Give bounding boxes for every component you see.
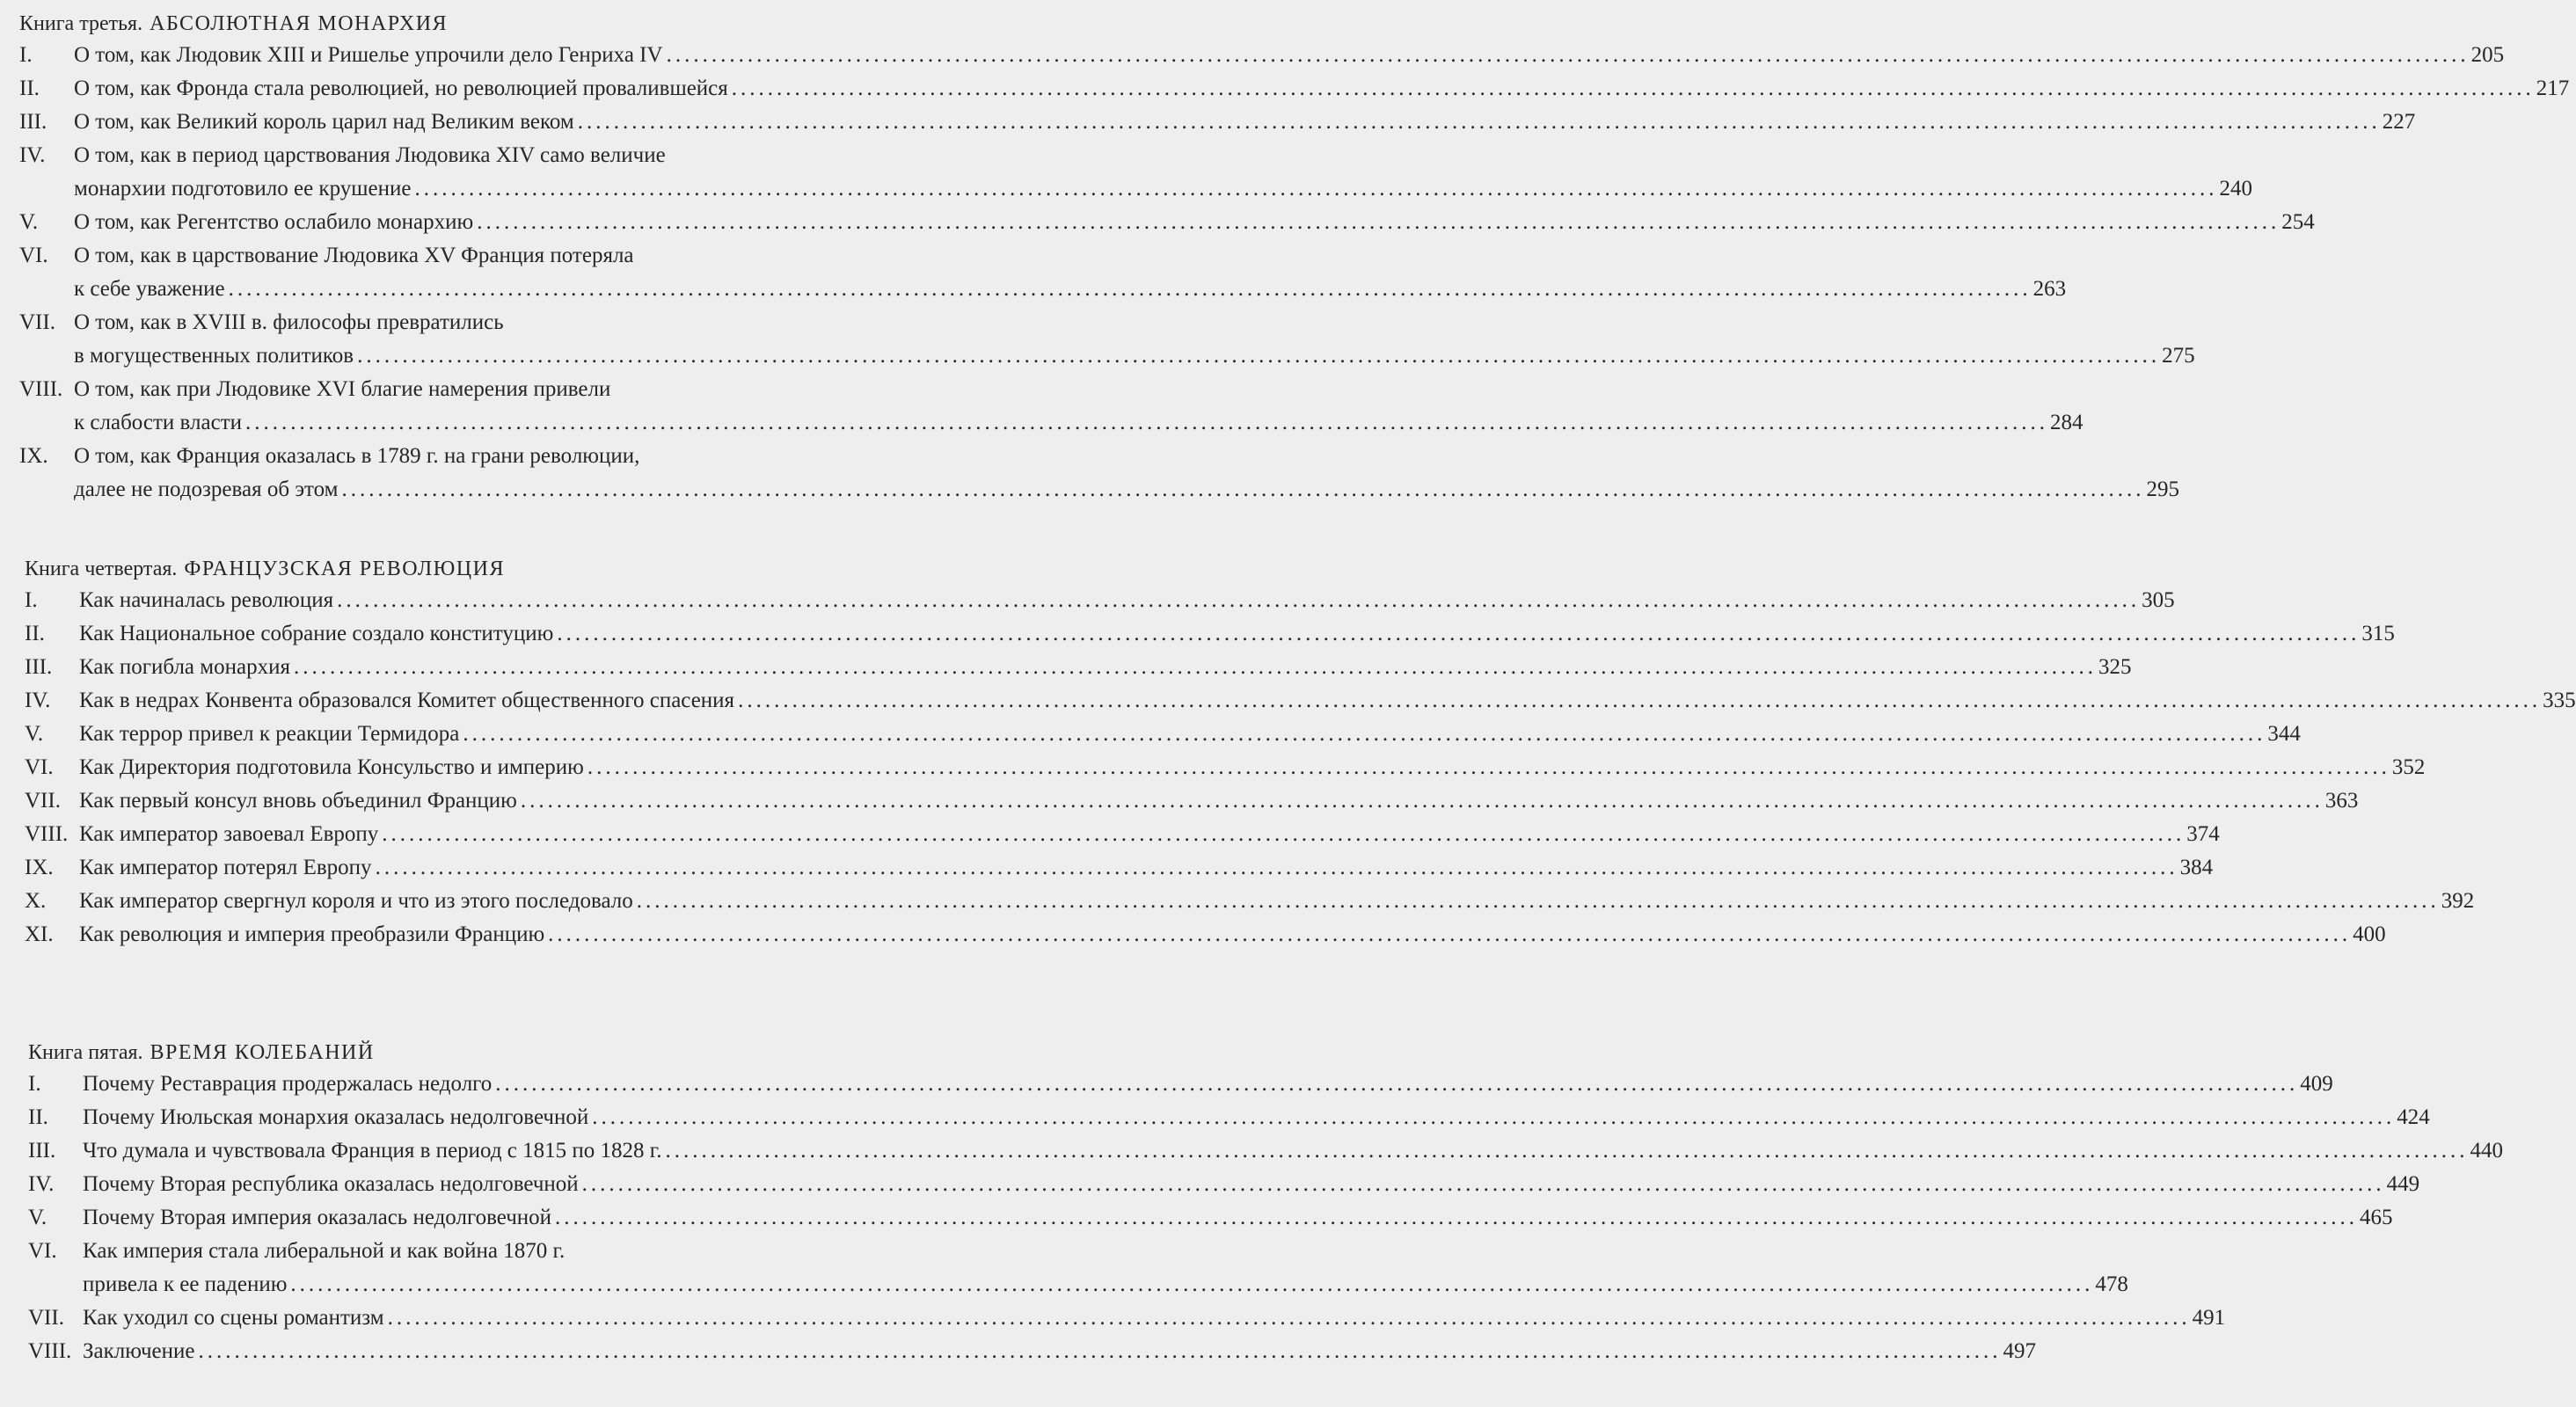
toc-entry [19,206,2315,239]
dot-leader: ........................................................................................................................................................................................................ [357,344,2161,368]
chapter-title-block [83,1335,2036,1368]
chapter-title-text: Заключение [83,1339,195,1363]
toc-entry [19,440,2179,507]
toc-entry [25,851,2214,885]
title-line [79,851,2213,885]
chapter-numeral: V. [28,1206,47,1229]
toc-section [25,554,2576,951]
title-line [74,72,2569,106]
chapter-title-text: О том, как Людовик XIII и Ришелье упрочили дело Генриха IV [74,43,663,67]
title-line [74,306,2195,339]
chapter-numeral: VII. [25,789,61,813]
book-name: Книга четвертая. [25,558,178,580]
chapter-numeral: III. [28,1139,56,1163]
chapter-title-text: О том, как Великий король царил над Великим веком [74,110,574,134]
chapter-numeral: VI. [28,1239,57,1263]
page-number: 374 [2186,822,2220,846]
chapter-title-text: Как империя стала либеральной и как война 1870 г. [83,1239,566,1263]
chapter-title-text: Как император завоевал Европу [79,822,379,846]
page-number: 352 [2391,755,2426,779]
chapter-title-text: Как император потерял Европу [79,856,372,879]
chapter-numeral: I. [25,588,38,612]
toc-entry [28,1168,2420,1201]
chapter-numeral: VIII. [25,822,69,846]
title-line [74,440,2179,473]
page-number: 305 [2142,588,2175,612]
chapter-numeral: I. [19,43,33,67]
toc-entry [25,885,2475,918]
entry-list [19,39,2570,507]
dot-leader: ........................................................................................................................................................................................................ [414,177,2218,200]
book-name: Книга третья. [19,12,143,35]
title-line [74,339,2195,373]
chapter-title-text: Как император свергнул короля и что из этого последовало [79,889,633,913]
chapter-title-block [79,784,2358,818]
chapter-numeral: III. [25,655,53,679]
chapter-title-text: О том, как Фронда стала революцией, но революцией провалившейся [74,77,728,100]
chapter-title-block [79,718,2301,751]
chapter-title-block [83,1235,2128,1301]
chapter-title-block [79,918,2386,951]
dot-leader: ........................................................................................................................................................................................................ [555,1206,2359,1229]
page-number: 392 [2441,889,2475,913]
page-number: 384 [2179,856,2214,879]
toc-entry [28,1335,2036,1368]
chapter-title-text: далее не подозревая об этом [74,478,339,501]
chapter-title-text: О том, как при Людовике XVI благие намерения привели [74,377,611,401]
title-line [79,818,2220,851]
dot-leader: ........................................................................................................................................................................................................ [245,411,2049,434]
chapter-title-block [83,1101,2430,1134]
dot-leader: ........................................................................................................................................................................................................ [636,889,2440,913]
chapter-title-block [83,1168,2419,1201]
dot-leader: ........................................................................................................................................................................................................ [731,77,2535,100]
chapter-title-block [83,1301,2225,1335]
chapter-title-text: Как Директория подготовила Консульство и империю [79,755,584,779]
title-line [83,1134,2503,1168]
chapter-title-block [74,39,2504,72]
title-line [83,1101,2430,1134]
title-line [74,373,2083,406]
toc-entry [19,373,2083,440]
page-number: 344 [2267,722,2301,746]
chapter-numeral: VIII. [19,377,63,401]
chapter-numeral: IX. [19,444,48,468]
page-number: 400 [2353,922,2386,946]
toc-entry [28,1301,2226,1335]
dot-leader: ........................................................................................................................................................................................................ [337,588,2141,612]
toc-entry [19,106,2416,139]
toc-entry [28,1201,2393,1235]
dot-leader: ........................................................................................................................................................................................................ [577,110,2381,134]
page-number: 497 [2003,1339,2036,1363]
chapter-numeral: X. [25,889,47,913]
dot-leader: ........................................................................................................................................................................................................ [587,755,2390,779]
chapter-title-text: Как Национальное собрание создало конституцию [79,622,554,645]
entry-list [28,1068,2503,1368]
title-line [83,1235,2128,1268]
title-line [74,406,2083,440]
chapter-numeral: III. [19,110,47,134]
toc-entry [25,784,2359,818]
entry-list [25,584,2576,951]
title-line [79,751,2425,784]
page-number: 315 [2361,622,2395,645]
chapter-title-block [74,206,2315,239]
page-number: 363 [2324,789,2359,813]
title-line [74,239,2066,273]
chapter-numeral: VII. [28,1306,64,1330]
chapter-numeral: VI. [25,755,54,779]
chapter-title-text: привела к ее падению [83,1272,288,1296]
chapter-title-text: Почему Июльская монархия оказалась недолговечной [83,1105,589,1129]
chapter-title-text: монархии подготовило ее крушение [74,177,412,200]
chapter-title-text: к слабости власти [74,411,243,434]
title-line [83,1301,2225,1335]
section-heading [25,554,939,584]
page-number: 465 [2360,1206,2393,1229]
title-line [74,106,2415,139]
toc-entry [25,818,2220,851]
toc-entry [25,651,2132,684]
chapter-title-text: Что думала и чувствовала Франция в период с 1815 по 1828 г. [83,1139,662,1163]
dot-leader: ........................................................................................................................................................................................................ [290,1272,2094,1296]
chapter-numeral: IV. [28,1172,55,1196]
toc-entry [25,584,2175,617]
chapter-title-block [83,1068,2333,1101]
toc-entry [28,1068,2333,1101]
chapter-numeral: IX. [25,856,54,879]
chapter-numeral: IV. [19,143,46,167]
chapter-title-block [79,818,2220,851]
dot-leader: ........................................................................................................................................................................................................ [228,277,2032,301]
title-line [83,1268,2128,1301]
toc-entry [28,1235,2128,1301]
title-line [79,684,2576,718]
chapter-title-block [79,584,2175,617]
chapter-title-block [74,106,2415,139]
toc-entry [19,72,2570,106]
title-line [79,718,2301,751]
page-number: 205 [2470,43,2505,67]
page-number: 217 [2536,77,2570,100]
dot-leader: ........................................................................................................................................................................................................ [520,789,2324,813]
chapter-title-text: О том, как Франция оказалась в 1789 г. на грани революции, [74,444,640,468]
title-line [79,651,2131,684]
chapter-title-text: О том, как в период царствования Людовика XIV само величие [74,143,666,167]
section-heading [19,9,934,39]
page-number: 325 [2098,655,2132,679]
chapter-title-block [83,1201,2393,1235]
chapter-title-text: к себе уважение [74,277,225,301]
dot-leader: ........................................................................................................................................................................................................ [477,210,2280,234]
page-number: 254 [2281,210,2315,234]
toc-entry [28,1134,2503,1168]
chapter-numeral: I. [28,1072,41,1096]
page-number: 295 [2146,478,2179,501]
title-line [74,273,2066,306]
toc-entry [19,306,2195,373]
chapter-numeral: V. [19,210,39,234]
dot-leader: ........................................................................................................................................................................................................ [592,1105,2396,1129]
page-number: 335 [2543,689,2576,712]
section-heading [28,1038,943,1068]
chapter-numeral: II. [19,77,40,100]
chapter-title-block [74,440,2179,507]
chapter-numeral: IV. [25,689,51,712]
page-number: 491 [2192,1306,2226,1330]
chapter-numeral: II. [28,1105,48,1129]
chapter-title-block [83,1134,2503,1168]
toc-section [28,1038,2503,1368]
chapter-numeral: VI. [19,244,48,267]
page-number: 227 [2382,110,2416,134]
page-number: 284 [2050,411,2083,434]
chapter-title-block [74,72,2569,106]
page-number: 440 [2470,1139,2503,1163]
title-line [83,1168,2419,1201]
toc-entry [19,139,2252,206]
chapter-title-block [79,651,2131,684]
title-line [79,918,2386,951]
chapter-title-text: О том, как в XVIII в. философы превратились [74,310,504,334]
title-line [79,885,2474,918]
dot-leader: ........................................................................................................................................................................................................ [557,622,2361,645]
dot-leader: ........................................................................................................................................................................................................ [293,655,2097,679]
toc-entry [25,718,2301,751]
dot-leader: ........................................................................................................................................................................................................ [387,1306,2191,1330]
dot-leader: ........................................................................................................................................................................................................ [581,1172,2385,1196]
title-line [74,139,2252,172]
chapter-numeral: XI. [25,922,54,946]
dot-leader: ........................................................................................................................................................................................................ [198,1339,2002,1363]
title-line [83,1201,2393,1235]
chapter-numeral: V. [25,722,44,746]
page-number: 424 [2397,1105,2430,1129]
chapter-title-text: Как революция и империя преобразили Францию [79,922,545,946]
chapter-title-block [74,139,2252,206]
chapter-title-text: в могущественных политиков [74,344,354,368]
title-line [74,172,2252,206]
chapter-title-block [74,306,2195,373]
toc-section [19,9,2570,507]
book-title: АБСОЛЮТНАЯ МОНАРХИЯ [150,12,449,35]
chapter-title-text: Как уходил со сцены романтизм [83,1306,384,1330]
chapter-title-block [79,751,2425,784]
page-number: 275 [2162,344,2195,368]
title-line [83,1068,2333,1101]
chapter-title-block [79,851,2213,885]
title-line [79,617,2395,651]
page-number: 409 [2300,1072,2333,1096]
title-line [74,473,2179,507]
title-line [79,584,2175,617]
dot-leader: ........................................................................................................................................................................................................ [495,1072,2299,1096]
chapter-numeral: VIII. [28,1339,72,1363]
toc-entry [25,918,2386,951]
toc-entry [19,239,2067,306]
dot-leader: ........................................................................................................................................................................................................ [382,822,2186,846]
title-line [79,784,2358,818]
page-number: 449 [2386,1172,2420,1196]
chapter-title-block [79,684,2576,718]
chapter-title-text: О том, как в царствование Людовика XV Франция потеряла [74,244,634,267]
dot-leader: ........................................................................................................................................................................................................ [375,856,2178,879]
title-line [83,1335,2036,1368]
chapter-title-text: Как начиналась революция [79,588,334,612]
chapter-title-text: Как в недрах Конвента образовался Комитет общественного спасения [79,689,735,712]
dot-leader: ........................................................................................................................................................................................................ [548,922,2352,946]
chapter-title-text: Как погибла монархия [79,655,290,679]
chapter-numeral: VII. [19,310,55,334]
chapter-title-text: Почему Вторая империя оказалась недолговечной [83,1206,552,1229]
toc-entry [25,751,2426,784]
page-number: 240 [2219,177,2252,200]
dot-leader: ........................................................................................................................................................................................................ [665,1139,2469,1163]
chapter-title-block [79,885,2474,918]
chapter-title-block [79,617,2395,651]
toc-entry [25,684,2576,718]
book-title: ВРЕМЯ КОЛЕБАНИЙ [150,1041,375,1064]
dot-leader: ........................................................................................................................................................................................................ [463,722,2266,746]
toc-entry [28,1101,2430,1134]
page-number: 478 [2095,1272,2128,1296]
chapter-numeral: II. [25,622,45,645]
chapter-title-block [74,373,2083,440]
title-line [74,206,2315,239]
book-title: ФРАНЦУЗСКАЯ РЕВОЛЮЦИЯ [184,558,505,580]
title-line [74,39,2504,72]
chapter-title-text: О том, как Регентство ослабило монархию [74,210,474,234]
chapter-title-block [74,239,2066,306]
book-name: Книга пятая. [28,1041,143,1064]
chapter-title-text: Почему Реставрация продержалась недолго [83,1072,493,1096]
page-number: 263 [2032,277,2067,301]
chapter-title-text: Как террор привел к реакции Термидора [79,722,460,746]
toc-entry [19,39,2505,72]
toc-entry [25,617,2395,651]
chapter-title-text: Почему Вторая республика оказалась недолговечной [83,1172,579,1196]
dot-leader: ........................................................................................................................................................................................................ [666,43,2470,67]
chapter-title-text: Как первый консул вновь объединил Францию [79,789,517,813]
dot-leader: ........................................................................................................................................................................................................ [738,689,2542,712]
dot-leader: ........................................................................................................................................................................................................ [341,478,2145,501]
